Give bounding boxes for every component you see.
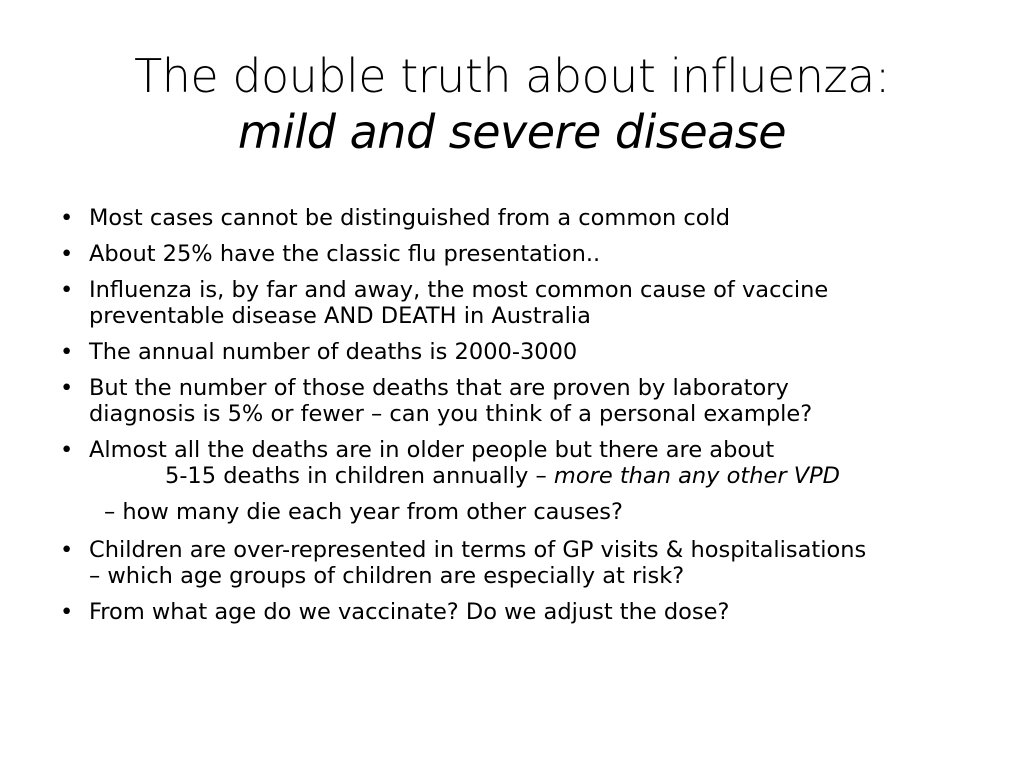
- list-item: [60, 537, 980, 589]
- list-item-text-italic: more than any other VPD: [553, 463, 841, 489]
- bullet-marker: •: [60, 277, 74, 303]
- title-line-main: The double truth about influenza:: [134, 49, 890, 103]
- list-item: [60, 437, 980, 489]
- list-item: [60, 599, 980, 625]
- list-item-text: From what age do we vaccinate? Do we adjust the dose?: [89, 599, 730, 625]
- list-item: [60, 277, 980, 329]
- list-item-text: Children are over-represented in terms of GP visits & hospitalisations: [89, 537, 867, 563]
- bullet-marker: •: [60, 205, 74, 231]
- list-item-text: [89, 463, 980, 489]
- list-item-text: About 25% have the classic flu presentation..: [89, 241, 601, 267]
- title-line-subtitle: mild and severe disease: [237, 105, 787, 159]
- list-item: [60, 339, 980, 365]
- list-item: [60, 375, 980, 427]
- list-item-text: – which age groups of children are especially at risk?: [89, 563, 685, 589]
- list-item-text: Most cases cannot be distinguished from a common cold: [89, 205, 731, 231]
- list-item: [60, 241, 980, 267]
- sub-item: – how many die each year from other causes?: [104, 499, 623, 525]
- bullet-marker: •: [60, 375, 74, 401]
- bullet-marker: •: [60, 599, 74, 625]
- bullet-marker: •: [60, 339, 74, 365]
- bullet-list: [60, 205, 980, 635]
- list-item-text-plain: 5-15 deaths in children annually –: [165, 463, 554, 489]
- list-item-text: The annual number of deaths is 2000-3000: [89, 339, 578, 365]
- bullet-marker: •: [60, 241, 74, 267]
- list-item-text: preventable disease AND DEATH in Australia: [89, 303, 591, 329]
- list-item-text: But the number of those deaths that are proven by laboratory: [89, 375, 789, 401]
- list-item-text: Influenza is, by far and away, the most common cause of vaccine: [89, 277, 829, 303]
- list-item: [60, 205, 980, 231]
- list-item-text: diagnosis is 5% or fewer – can you think of a personal example?: [89, 401, 813, 427]
- bullet-marker: •: [60, 537, 74, 563]
- list-item-text: Almost all the deaths are in older people but there are about: [89, 437, 775, 463]
- bullet-marker: •: [60, 437, 74, 463]
- slide-title: [40, 48, 984, 160]
